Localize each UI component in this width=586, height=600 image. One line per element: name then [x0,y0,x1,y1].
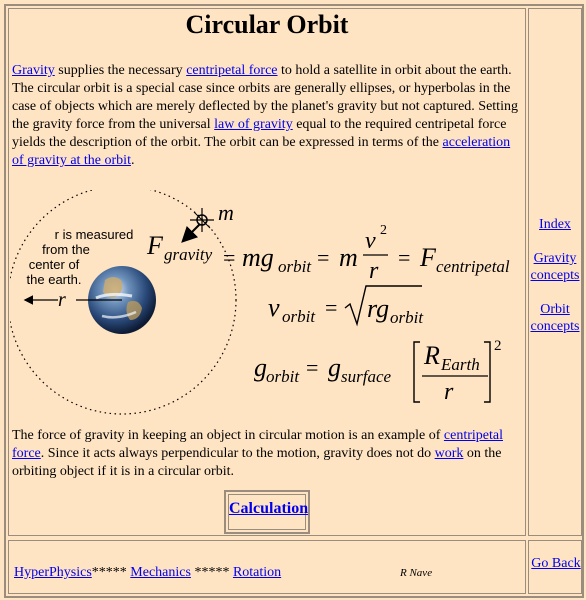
intro-paragraph: Gravity supplies the necessary centripetal force to hold a satellite in orbit about the earth. The circular orbit is a special case since orbits are generally ellipses, or hyperbolas in the case of objects which are merely deflected by the planet's gravity but not captured. Setting the gravity force from the universal law of gravity equal to the required centripetal force yields the description of the orbit. The orbit can be expressed in terms of the acceleration of gravity at the orbit. [12,63,518,168]
svg-text:r: r [444,379,454,405]
gravity-arrow [184,224,200,240]
svg-text:orbit: orbit [282,307,316,326]
svg-text:=: = [223,245,236,270]
svg-text:gravity: gravity [164,245,213,264]
page-title: Circular Orbit [185,10,349,39]
svg-text:Earth: Earth [441,355,480,374]
svg-text:F: F [420,243,436,272]
mechanics-link[interactable]: Mechanics [130,565,191,580]
sidebar-nav [528,216,582,352]
svg-text:v: v [365,228,376,254]
equation-orbital-velocity [268,286,424,327]
sidebar-item-gravity-concepts[interactable]: Gravity concepts [530,251,580,283]
work-link[interactable]: work [434,446,464,461]
svg-text:=: = [325,295,338,320]
svg-text:2: 2 [380,223,387,238]
go-back-link[interactable]: Go Back [531,556,581,571]
equation-orbital-gravity [254,338,502,405]
satellite-icon [190,208,214,232]
sidebar-item-orbit-concepts[interactable]: Orbit concepts [530,302,580,334]
svg-text:2: 2 [494,338,502,354]
calculation-link[interactable]: Calculation [229,500,309,517]
rotation-link[interactable]: Rotation [232,565,282,580]
centripetal-force-link[interactable]: centripetal force [186,63,278,78]
hyperphysics-link[interactable]: HyperPhysics [14,565,92,580]
svg-text:r: r [369,258,379,284]
svg-text:g: g [328,353,341,382]
law-of-gravity-link[interactable]: law of gravity [214,117,293,132]
body-paragraph: The force of gravity in keeping an object in circular motion is an example of centripetal force. Since it acts always perpendicular to the motion, gravity does not do work on the orbiting object if it is in a circular orbit. [12,428,503,479]
svg-text:surface: surface [341,367,392,386]
svg-text:rg: rg [367,294,390,323]
equation-gravity-centripetal [146,223,510,284]
svg-text:orbit: orbit [266,367,300,386]
centripetal-force-link-2[interactable]: centripetal force [12,428,503,461]
mass-label: m [218,200,234,225]
r-note-line4: the earth. [26,272,82,287]
orbit-figure [10,190,530,420]
svg-text:m: m [339,243,358,272]
svg-text:centripetal: centripetal [436,257,510,276]
svg-text:g: g [254,353,267,382]
r-note-line3: center of [28,257,80,272]
svg-text:=: = [317,245,330,270]
svg-text:=: = [306,355,319,380]
calculation-box [224,490,310,534]
sidebar-item-index[interactable]: Index [539,217,571,232]
acceleration-of-gravity-link[interactable]: acceleration of gravity at the orbit [12,135,511,168]
svg-text:F: F [147,231,163,260]
svg-text:orbit: orbit [278,257,312,276]
r-note-line2: from the [42,242,90,257]
svg-text:v: v [268,293,280,322]
breadcrumb: HyperPhysics***** Mechanics ***** Rotation [14,565,282,580]
svg-text:=: = [398,245,411,270]
r-note-line1: r is measured [54,227,134,242]
gravity-link[interactable]: Gravity [12,63,55,78]
svg-text:mg: mg [242,243,274,272]
r-label: r [58,289,66,311]
svg-text:orbit: orbit [390,308,424,327]
author-credit: R Nave [400,567,433,579]
svg-text:R: R [424,341,440,370]
